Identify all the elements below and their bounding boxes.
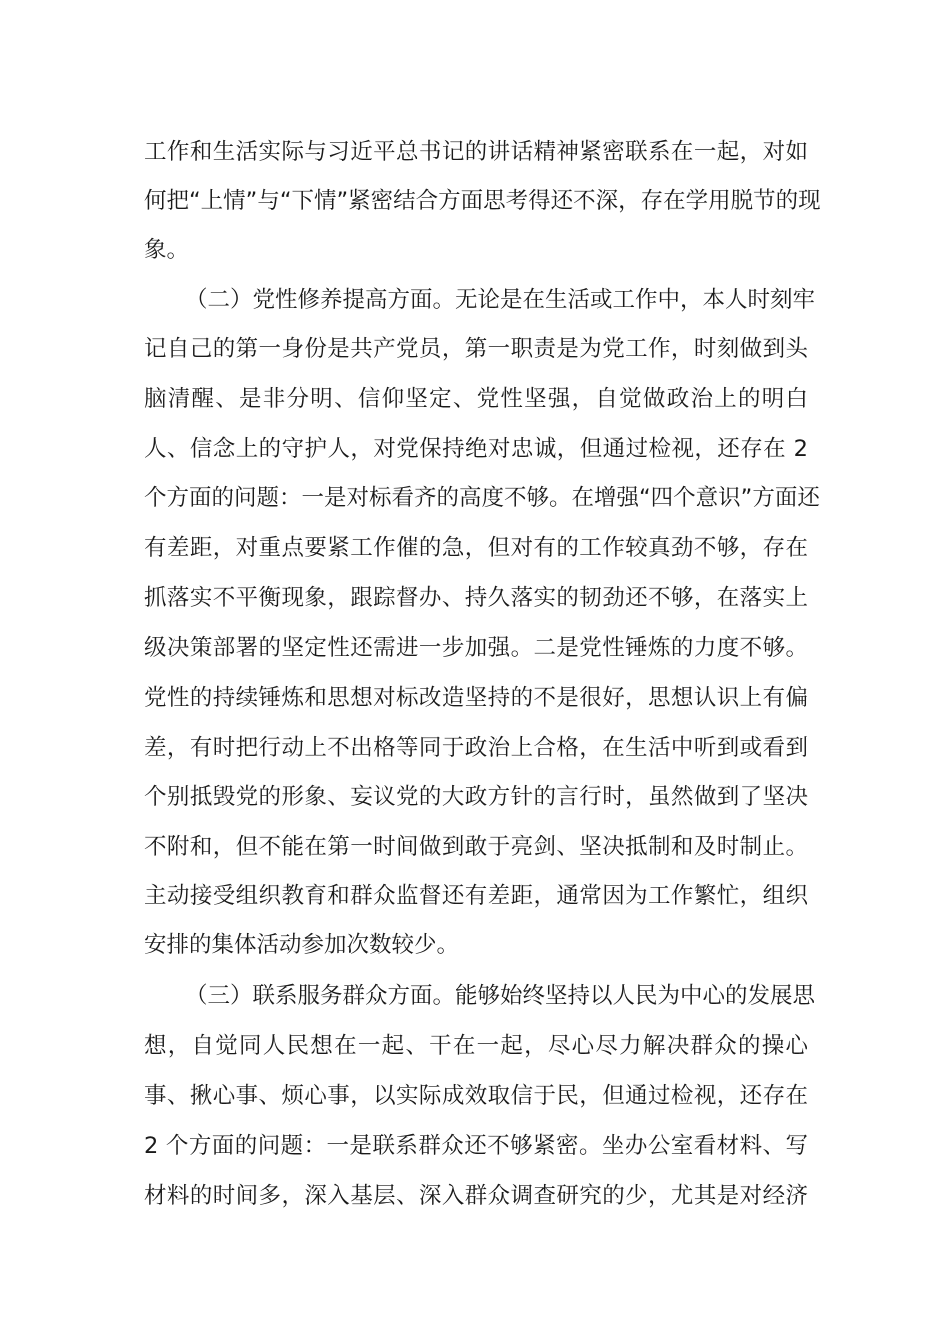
text-line: 党性的持续锤炼和思想对标改造坚持的不是很好，思想认识上有偏 xyxy=(144,685,808,711)
text-line: 2 个方面的问题：一是联系群众还不够紧密。坐办公室看材料、写 xyxy=(144,1133,808,1159)
text-line: 个别抵毁党的形象、妄议党的大政方针的言行时，虽然做到了坚决 xyxy=(144,784,808,810)
text-line: 安排的集体活动参加次数较少。 xyxy=(144,932,460,958)
text-line: 差，有时把行动上不出格等同于政治上合格，在生活中听到或看到 xyxy=(144,735,808,761)
text-line: （三）联系服务群众方面。能够始终坚持以人民为中心的发展思 xyxy=(185,983,816,1009)
text-line: 人、信念上的守护人，对党保持绝对忠诚，但通过检视，还存在 2 xyxy=(144,436,808,462)
text-line: 事、揪心事、烦心事，以实际成效取信于民，但通过检视，还存在 xyxy=(144,1083,808,1109)
text-line: （二）党性修养提高方面。无论是在生活或工作中，本人时刻牢 xyxy=(185,287,816,313)
text-line: 不附和，但不能在第一时间做到敢于亮剑、坚决抵制和及时制止。 xyxy=(144,834,808,860)
text-line: 记自己的第一身份是共产党员，第一职责是为党工作，时刻做到头 xyxy=(144,336,808,362)
text-line: 材料的时间多，深入基层、深入群众调查研究的少，尤其是对经济 xyxy=(144,1183,808,1209)
text-line: 想，自觉同人民想在一起、干在一起，尽心尽力解决群众的操心 xyxy=(144,1033,808,1059)
text-line: 何把“上情”与“下情”紧密结合方面思考得还不深，存在学用脱节的现 xyxy=(144,188,821,214)
text-line: 主动接受组织教育和群众监督还有差距，通常因为工作繁忙，组织 xyxy=(144,883,808,909)
text-line: 级决策部署的坚定性还需进一步加强。二是党性锤炼的力度不够。 xyxy=(144,635,808,661)
text-line: 个方面的问题：一是对标看齐的高度不够。在增强“四个意识”方面还 xyxy=(144,485,820,511)
text-line: 工作和生活实际与习近平总书记的讲话精神紧密联系在一起，对如 xyxy=(144,139,808,165)
text-line: 有差距，对重点要紧工作催的急，但对有的工作较真劲不够，存在 xyxy=(144,535,808,561)
text-line: 抓落实不平衡现象，跟踪督办、持久落实的韧劲还不够，在落实上 xyxy=(144,585,808,611)
text-line: 象。 xyxy=(144,237,190,263)
text-line: 脑清醒、是非分明、信仰坚定、党性坚强，自觉做政治上的明白 xyxy=(144,386,808,412)
